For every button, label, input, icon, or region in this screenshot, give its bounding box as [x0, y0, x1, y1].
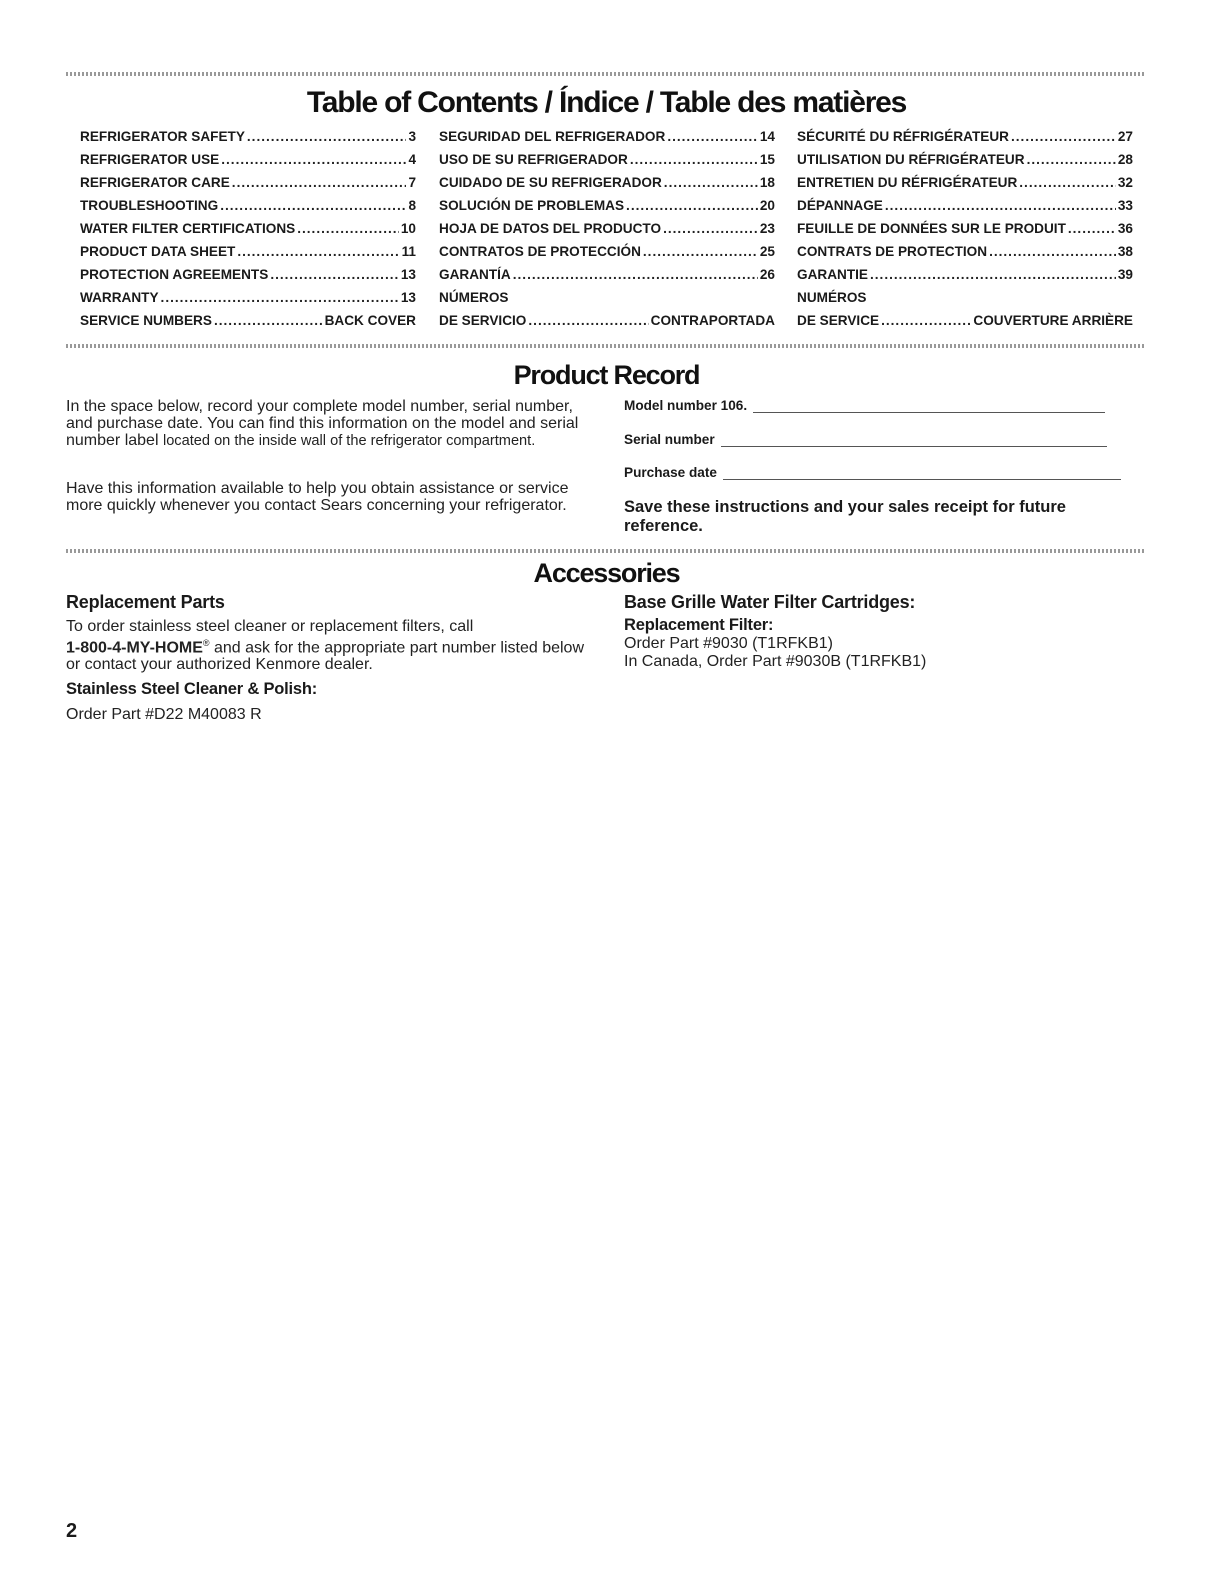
product-record-title: Product Record	[513, 360, 700, 390]
section-divider	[66, 344, 1146, 348]
toc-entry-label: NUMÉROS	[797, 290, 867, 305]
toc-entry: HOJA DE DATOS DEL PRODUCTO ..... 23	[439, 217, 775, 240]
toc-entry: SÉCURITÉ DU RÉFRIGÉRATEUR ..... 27	[797, 125, 1133, 148]
phone-number: 1-800-4-MY-HOME	[66, 639, 203, 657]
toc-entry: WATER FILTER CERTIFICATIONS ..... 10	[80, 217, 416, 240]
model-number-line[interactable]	[753, 411, 1105, 413]
toc-column-spanish	[439, 125, 775, 332]
model-number-field[interactable]	[624, 398, 1105, 413]
serial-number-line[interactable]	[721, 445, 1107, 447]
purchase-date-line[interactable]	[723, 478, 1121, 480]
top-divider	[66, 72, 1146, 76]
filter-part-number: Order Part #9030 (T1RFKB1)	[624, 635, 833, 652]
toc-entry: ENTRETIEN DU RÉFRIGÉRATEUR ..... 32	[797, 171, 1133, 194]
serial-number-field[interactable]	[624, 432, 1107, 447]
save-instructions-note: Save these instructions and your sales receipt for future reference.	[624, 498, 1066, 535]
purchase-date-label: Purchase date	[624, 465, 717, 480]
toc-column-french	[797, 125, 1133, 332]
toc-entry: REFRIGERATOR USE ..... 4	[80, 148, 416, 171]
toc-entry: CONTRATOS DE PROTECCIÓN ..... 25	[439, 240, 775, 263]
toc-entry: FEUILLE DE DONNÉES SUR LE PRODUIT ..... 36	[797, 217, 1133, 240]
filter-cartridges-heading: Base Grille Water Filter Cartridges:	[624, 592, 916, 612]
cleaner-heading: Stainless Steel Cleaner & Polish:	[66, 680, 318, 698]
toc-entry: REFRIGERATOR SAFETY ..... 3	[80, 125, 416, 148]
toc-entry: WARRANTY ..... 13	[80, 286, 416, 309]
replacement-parts-heading: Replacement Parts	[66, 592, 225, 612]
page-number: 2	[66, 1520, 78, 1542]
toc-entry: CUIDADO DE SU REFRIGERADOR ..... 18	[439, 171, 775, 194]
toc-entry: PROTECTION AGREEMENTS ..... 13	[80, 263, 416, 286]
toc-entry: REFRIGERATOR CARE ..... 7	[80, 171, 416, 194]
product-record-instructions: In the space below, record your complete model number, serial number, and purchase date. You can find this information on the model and serial number label located on the inside wall of the refrigerator compartment.	[66, 398, 579, 449]
toc-entry: PRODUCT DATA SHEET ..... 11	[80, 240, 416, 263]
toc-entry-label: NÚMEROS	[439, 290, 509, 305]
replacement-parts-text: To order stainless steel cleaner or replacement filters, call 1-800-4-MY-HOME® and ask for the appropriate part number listed below or contact your authorized Kenmore dealer.	[66, 618, 584, 674]
product-record-assistance-text: Have this information available to help you obtain assistance or service more quickly whenever you contact Sears concerning your refrigerator.	[66, 480, 569, 514]
accessories-title: Accessories	[533, 558, 680, 588]
toc-entry: USO DE SU REFRIGERADOR ..... 15	[439, 148, 775, 171]
section-divider	[66, 549, 1146, 553]
toc-entry: DE SERVICIO ..... CONTRAPORTADA	[439, 309, 775, 332]
model-number-label: Model number 106.	[624, 398, 748, 413]
toc-title: Table of Contents / Índice / Table des matières	[306, 86, 907, 119]
toc-entry: GARANTÍA ..... 26	[439, 263, 775, 286]
filter-part-number-canada: In Canada, Order Part #9030B (T1RFKB1)	[624, 653, 927, 670]
toc-entry: CONTRATS DE PROTECTION ..... 38	[797, 240, 1133, 263]
toc-entry: SERVICE NUMBERS ..... BACK COVER	[80, 309, 416, 332]
toc-entry: SEGURIDAD DEL REFRIGERADOR ..... 14	[439, 125, 775, 148]
toc-entry: GARANTIE ..... 39	[797, 263, 1133, 286]
toc-entry: UTILISATION DU RÉFRIGÉRATEUR ..... 28	[797, 148, 1133, 171]
toc-entry: DÉPANNAGE ..... 33	[797, 194, 1133, 217]
toc-column-english	[80, 125, 416, 332]
cleaner-part-number: Order Part #D22 M40083 R	[66, 706, 262, 723]
toc-entry: TROUBLESHOOTING ..... 8	[80, 194, 416, 217]
purchase-date-field[interactable]	[624, 465, 1121, 480]
serial-number-label: Serial number	[624, 432, 715, 447]
replacement-filter-heading: Replacement Filter:	[624, 616, 774, 634]
toc-entry: SOLUCIÓN DE PROBLEMAS ..... 20	[439, 194, 775, 217]
toc-entry: DE SERVICE ..... COUVERTURE ARRIÈRE	[797, 309, 1133, 332]
